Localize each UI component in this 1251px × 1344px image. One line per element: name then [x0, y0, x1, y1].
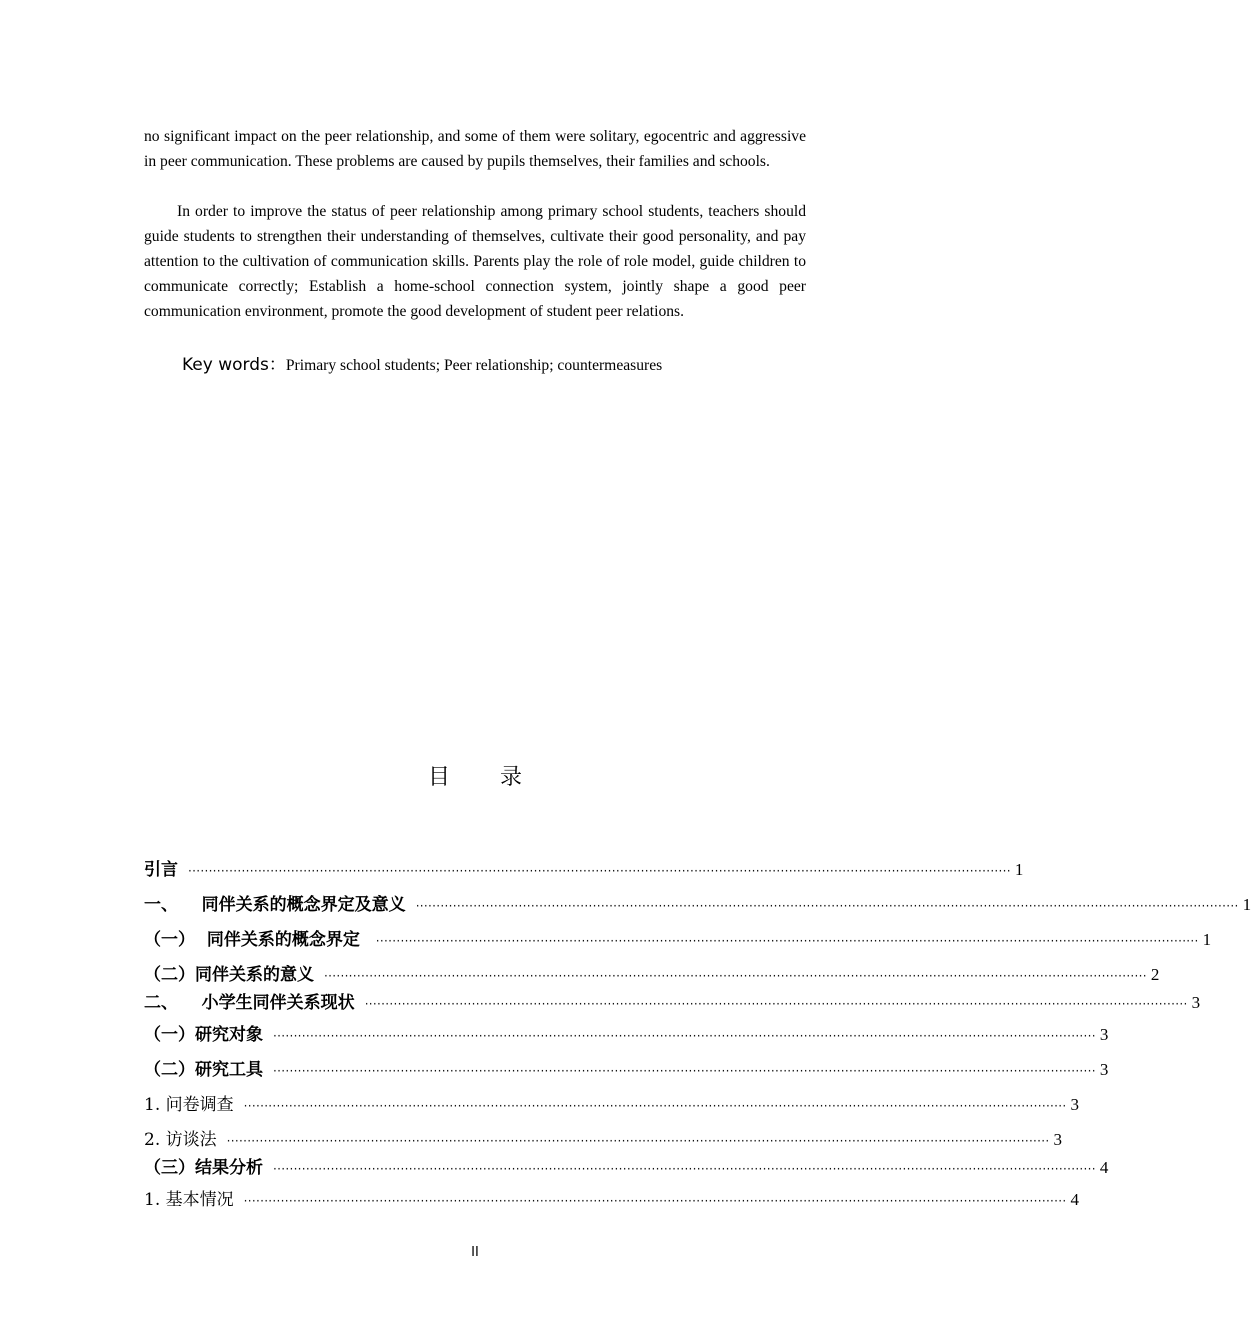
- toc-entry-page: 1: [1202, 930, 1212, 949]
- toc-leader-dots: ········································································································································································································: [415, 899, 1239, 913]
- toc-leader-dots: ········································································································································································································: [226, 1134, 1050, 1148]
- toc-entry-text: 1. 问卷调查: [144, 1095, 234, 1115]
- toc-entry[interactable]: [144, 1020, 1109, 1045]
- toc-leader-dots: ········································································································································································································: [324, 969, 1147, 983]
- toc-entry-page: 3: [1191, 993, 1201, 1012]
- abstract-paragraph-2: In order to improve the status of peer relationship among primary school students, teachers should guide students to strengthen their understanding of themselves, cultivate their good personality, and pay attention to the cultivation of communication skills. Parents play the role of role model, guide children to communicate correctly; Establish a home-school connection system, jointly shape a good peer communication environment, promote the good development of student peer relations.: [144, 203, 806, 320]
- keywords-line: [182, 350, 662, 375]
- toc-title-char-2: 录: [500, 765, 523, 790]
- toc-entry-page: 4: [1099, 1158, 1109, 1177]
- toc-leader-dots: ········································································································································································································: [243, 1194, 1067, 1208]
- toc-entry-text: （二）同伴关系的意义: [144, 965, 314, 985]
- toc-entry-page: 3: [1099, 1060, 1109, 1079]
- toc-entry[interactable]: [144, 1185, 1080, 1210]
- toc-entry[interactable]: [144, 988, 1201, 1013]
- toc-entry-page: 1: [1242, 895, 1251, 914]
- toc-entry[interactable]: [144, 890, 1251, 915]
- toc-entry-page: 2: [1150, 965, 1160, 984]
- toc-entry[interactable]: [144, 1125, 1063, 1150]
- toc-entry-page: 1: [1014, 860, 1024, 879]
- toc-entry[interactable]: [144, 960, 1160, 985]
- toc-entry[interactable]: [144, 1153, 1109, 1178]
- toc-title-char-1: 目: [427, 765, 450, 790]
- page-number: II: [471, 1245, 479, 1260]
- toc-entry-text: 1. 基本情况: [144, 1190, 234, 1210]
- toc-leader-dots: ········································································································································································································: [375, 934, 1199, 948]
- toc-entry-text: 2. 访谈法: [144, 1130, 217, 1150]
- toc-entry-text: 引言: [144, 860, 178, 880]
- toc-entry-text: （三）结果分析: [144, 1158, 263, 1178]
- toc-entry-page: 3: [1099, 1025, 1109, 1044]
- toc-leader-dots: ········································································································································································································: [364, 997, 1188, 1011]
- toc-entry[interactable]: [144, 855, 1024, 880]
- toc-entry-page: 3: [1053, 1130, 1063, 1149]
- toc-leader-dots: ········································································································································································································: [243, 1099, 1067, 1113]
- toc-entry-page: 4: [1070, 1190, 1080, 1209]
- toc-entry[interactable]: [144, 925, 1212, 950]
- toc-entry-text: 一、 同伴关系的概念界定及意义: [144, 895, 406, 915]
- toc-entry-text: （一）研究对象: [144, 1025, 263, 1045]
- keywords-text: Primary school students; Peer relationship; countermeasures: [285, 357, 663, 374]
- keywords-label: Key words：: [182, 355, 286, 375]
- toc-leader-dots: ········································································································································································································: [273, 1162, 1096, 1176]
- toc-entry[interactable]: [144, 1090, 1080, 1115]
- toc-entry[interactable]: [144, 1055, 1109, 1080]
- toc-leader-dots: ········································································································································································································: [273, 1029, 1096, 1043]
- toc-leader-dots: ········································································································································································································: [188, 864, 1011, 878]
- toc-entry-text: 二、 小学生同伴关系现状: [144, 993, 355, 1013]
- toc-entry-text: （一） 同伴关系的概念界定: [144, 930, 366, 950]
- toc-entry-text: （二）研究工具: [144, 1060, 263, 1080]
- toc-entry-page: 3: [1070, 1095, 1080, 1114]
- abstract-paragraph-1: no significant impact on the peer relationship, and some of them were solitary, egocentric and aggressive in peer communication. These problems are caused by pupils themselves, their families and schools.: [144, 128, 806, 170]
- toc-title: [0, 760, 950, 791]
- toc-leader-dots: ········································································································································································································: [273, 1064, 1096, 1078]
